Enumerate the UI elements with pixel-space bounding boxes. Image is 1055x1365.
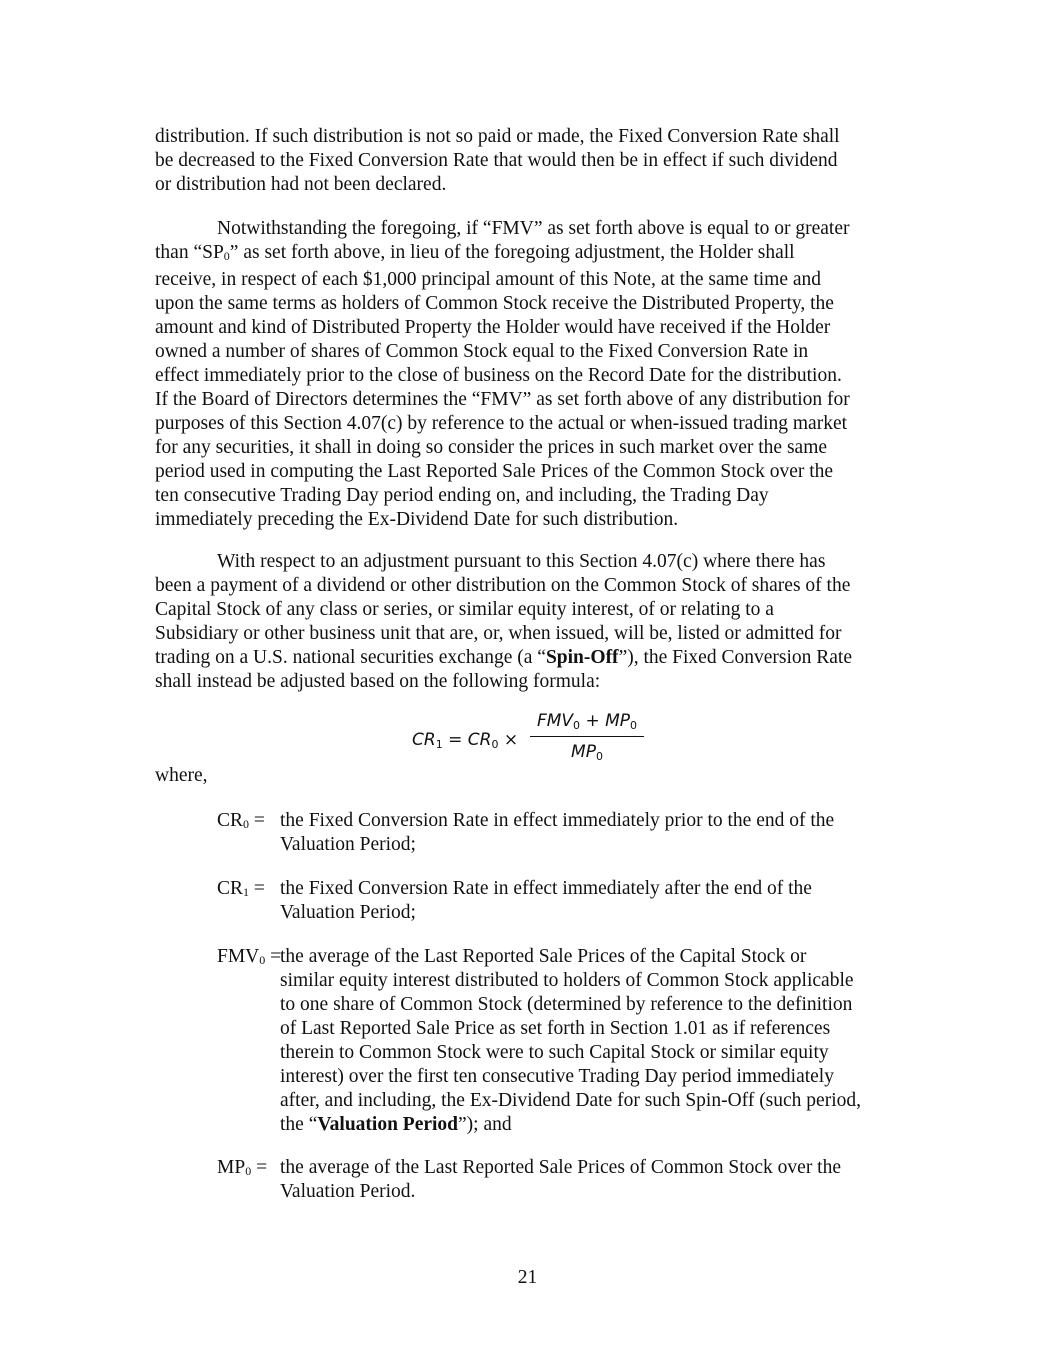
formula-symbol: CR [412, 730, 436, 750]
text-line: upon the same terms as holders of Common Stock receive the Distributed Property, the [155, 293, 834, 314]
formula-symbol: CR [467, 730, 492, 750]
equals-sign: = [265, 946, 282, 967]
equals-sign: = [249, 878, 265, 899]
equals-sign: = [251, 1157, 268, 1178]
text-line: the average of the Last Reported Sale Prices of the Capital Stock or [280, 946, 807, 967]
page-number: 21 [517, 1267, 538, 1288]
formula-operator: = [448, 730, 463, 750]
text-line: where, [155, 765, 208, 786]
text-line: therein to Common Stock were to such Capital Stock or similar equity [280, 1042, 829, 1063]
paragraph-spin-off [155, 550, 907, 694]
text-line: interest) over the first ten consecutive Trading Day period immediately [280, 1066, 834, 1087]
text-line: Notwithstanding the foregoing, if “FMV” as set forth above is equal to or greater [217, 218, 850, 239]
text-line: the Fixed Conversion Rate in effect immediately prior to the end of the [280, 810, 835, 831]
fraction-bar [530, 736, 644, 737]
formula-symbol: FMV [536, 711, 574, 731]
text-line: to one share of Common Stock (determined by reference to the definition [280, 994, 853, 1015]
formula-subscript: 0 [491, 738, 499, 751]
defined-term-spin-off: Spin-Off [545, 647, 619, 668]
formula-subscript: 0 [630, 719, 638, 732]
text-line: Valuation Period; [280, 902, 416, 923]
text-fragment: ”); and [458, 1114, 512, 1135]
definition-body [280, 945, 907, 1137]
subscript: 0 [223, 249, 230, 263]
text-line: be decreased to the Fixed Conversion Rate that would then be in effect if such dividend [155, 150, 838, 171]
subscript: 0 [245, 1164, 252, 1178]
term-symbol: CR [217, 810, 244, 831]
definition-body [280, 809, 907, 857]
definition-term [217, 809, 265, 836]
formula-denominator [530, 740, 644, 764]
text-line: the average of the Last Reported Sale Prices of Common Stock over the [280, 1157, 842, 1178]
paragraph-notwithstanding [155, 217, 907, 532]
definition-body [280, 877, 907, 925]
text-line: Subsidiary or other business unit that are, or, when issued, will be, listed or admitted for [155, 623, 842, 644]
text-line: ten consecutive Trading Day period ending on, and including, the Trading Day [155, 485, 769, 506]
text-line: effect immediately prior to the close of business on the Record Date for the distribution. [155, 365, 842, 386]
subscript: 0 [243, 817, 250, 831]
text-line: of Last Reported Sale Price as set forth in Section 1.01 as if references [280, 1018, 831, 1039]
subscript: 1 [243, 885, 250, 899]
text-fragment: ”), the Fixed Conversion Rate [618, 647, 852, 668]
text-line: Valuation Period; [280, 834, 416, 855]
formula-subscript: 0 [573, 719, 581, 732]
definition-fmv0 [217, 945, 907, 1137]
formula-operator: + [585, 711, 600, 731]
text-line: With respect to an adjustment pursuant to this Section 4.07(c) where there has [217, 551, 826, 572]
term-symbol: MP [217, 1157, 246, 1178]
text-line: for any securities, it shall in doing so consider the prices in such market over the same [155, 437, 828, 458]
definition-body [280, 1156, 907, 1204]
definition-cr0 [217, 809, 907, 857]
formula-operator: × [503, 730, 519, 750]
defined-term-valuation-period: Valuation Period [317, 1114, 459, 1135]
where-label [155, 764, 907, 788]
text-line: similar equity interest distributed to holders of Common Stock applicable [280, 970, 854, 991]
formula-symbol: MP [571, 742, 596, 762]
text-line: Valuation Period. [280, 1181, 416, 1202]
adjustment-formula [412, 708, 652, 768]
text-line: Capital Stock of any class or series, or similar equity interest, of or relating to a [155, 599, 774, 620]
text-line: the Fixed Conversion Rate in effect immediately after the end of the [280, 878, 812, 899]
text-line: distribution. If such distribution is not so paid or made, the Fixed Conversion Rate shall [155, 126, 840, 147]
text-fragment: than “SP [155, 242, 224, 263]
definition-mp0 [217, 1156, 907, 1204]
text-line: amount and kind of Distributed Property the Holder would have received if the Holder [155, 317, 831, 338]
definition-term [217, 877, 265, 904]
text-line: shall instead be adjusted based on the following formula: [155, 671, 601, 692]
formula-fraction [530, 708, 644, 764]
text-line: been a payment of a dividend or other distribution on the Common Stock of shares of the [155, 575, 851, 596]
formula-numerator [530, 708, 644, 734]
text-line [155, 646, 907, 670]
text-line [155, 241, 907, 268]
text-fragment: ” as set forth above, in lieu of the foregoing adjustment, the Holder shall [229, 242, 795, 263]
text-line: receive, in respect of each $1,000 principal amount of this Note, at the same time and [155, 269, 822, 290]
text-line: purposes of this Section 4.07(c) by reference to the actual or when-issued trading market [155, 413, 848, 434]
text-fragment: the “ [280, 1114, 318, 1135]
term-symbol: CR [217, 878, 244, 899]
definition-term [217, 945, 281, 972]
subscript: 0 [259, 953, 266, 967]
definition-term [217, 1156, 267, 1183]
formula-subscript: 1 [435, 738, 443, 751]
text-fragment: trading on a U.S. national securities exchange (a “ [155, 647, 546, 668]
text-line: immediately preceding the Ex-Dividend Date for such distribution. [155, 509, 679, 530]
text-line: period used in computing the Last Reported Sale Prices of the Common Stock over the [155, 461, 834, 482]
formula-lhs [412, 728, 518, 757]
text-line: owned a number of shares of Common Stock equal to the Fixed Conversion Rate in [155, 341, 809, 362]
definition-cr1 [217, 877, 907, 925]
text-line: or distribution had not been declared. [155, 174, 447, 195]
equals-sign: = [249, 810, 265, 831]
text-line: If the Board of Directors determines the “FMV” as set forth above of any distribution for [155, 389, 850, 410]
formula-symbol: MP [605, 711, 631, 731]
paragraph-continuation [155, 125, 907, 197]
formula-subscript: 0 [595, 750, 603, 763]
text-line [280, 1113, 907, 1137]
term-symbol: FMV [217, 946, 260, 967]
text-line: after, and including, the Ex-Dividend Date for such Spin-Off (such period, [280, 1090, 861, 1111]
